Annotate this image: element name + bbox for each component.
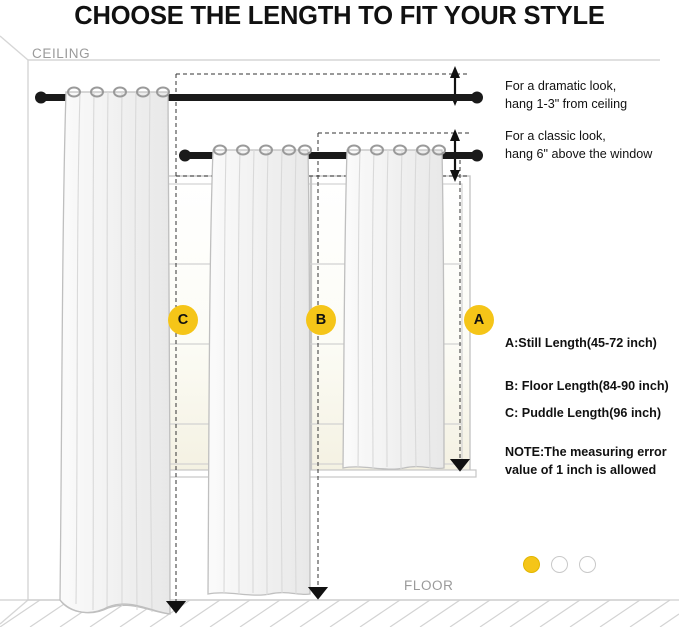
badge-a: A [464, 305, 494, 335]
legend-item-c: C: Puddle Length(96 inch) [505, 406, 662, 420]
annotation-dramatic-line2: hang 1-3" from ceiling [505, 97, 628, 111]
legend-item-a: A:Still Length(45-72 inch) [505, 336, 657, 350]
page-title: CHOOSE THE LENGTH TO FIT YOUR STYLE [74, 2, 605, 30]
carousel-dot-1[interactable] [523, 556, 540, 573]
measuring-note-line1: NOTE:The measuring error [505, 445, 667, 459]
carousel-dot-2[interactable] [551, 556, 568, 573]
annotation-dramatic-line1: For a dramatic look, [505, 79, 617, 93]
measuring-note-line2: value of 1 inch is allowed [505, 463, 657, 477]
curtain-panel-a [343, 146, 445, 470]
legend-item-b: B: Floor Length(84-90 inch) [505, 379, 669, 393]
carousel-dot-3[interactable] [579, 556, 596, 573]
curtain-panel-b [208, 146, 311, 596]
carousel-dots[interactable] [523, 556, 596, 573]
annotation-classic-line2: hang 6" above the window [505, 147, 653, 161]
annotation-classic-line1: For a classic look, [505, 129, 606, 143]
floor-label: FLOOR [404, 578, 454, 593]
ceiling-label: CEILING [32, 46, 91, 61]
curtain-panel-c [60, 88, 170, 615]
badge-b: B [306, 305, 336, 335]
badge-c: C [168, 305, 198, 335]
